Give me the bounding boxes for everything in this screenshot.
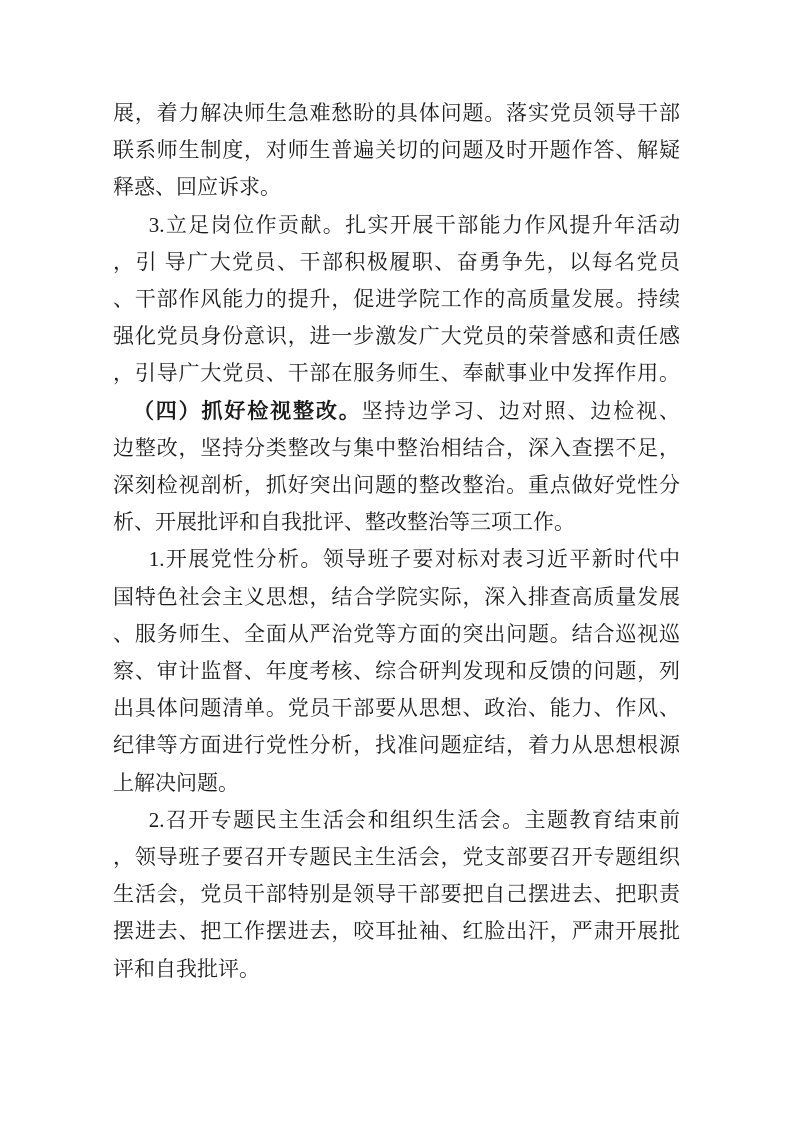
- text-line: 联系师生制度，对师生普遍关切的问题及时开题作答、解疑: [113, 138, 680, 163]
- text-line: ，引 导广大党员、干部积极履职、奋勇争先，以每名党员: [113, 249, 680, 274]
- text-line-paragraph-end: 释惑、回应诉求。: [113, 175, 281, 200]
- text-line: 边整改，坚持分类整改与集中整治相结合，深入查摆不足，: [113, 435, 680, 460]
- text-line-paragraph-start: [113, 393, 680, 430]
- text-line: 摆进去、把工作摆进去，咬耳扯袖、红脸出汗，严肃开展批: [113, 919, 680, 944]
- text-line: 、干部作风能力的提升，促进学院工作的高质量发展。持续: [113, 287, 680, 312]
- text-line-paragraph-end: 上解决问题。: [113, 770, 239, 795]
- text-line-paragraph-start: 2.召开专题民主生活会和组织生活会。主题教育结束前: [148, 807, 680, 832]
- text-line-paragraph-start: 1.开展党性分析。领导班子要对标对表习近平新时代中: [148, 547, 680, 572]
- text-line: 察、审计监督、年度考核、综合研判发现和反馈的问题，列: [113, 659, 680, 684]
- section-heading: （四）抓好检视整改。: [132, 398, 362, 423]
- text-line: 深刻检视剖析，抓好突出问题的整改整治。重点做好党性分: [113, 473, 680, 498]
- text-line: 纪律等方面进行党性分析，找准问题症结，着力从思想根源: [113, 733, 680, 758]
- text-line: 国特色社会主义思想，结合学院实际，深入排查高质量发展: [113, 584, 680, 609]
- text-line: 强化党员身份意识，进一步激发广大党员的荣誉感和责任感: [113, 324, 680, 349]
- text-line: 出具体问题清单。党员干部要从思想、政治、能力、作风、: [113, 696, 680, 721]
- text-line: ，领导班子要召开专题民主生活会，党支部要召开专题组织: [113, 845, 680, 870]
- text-line-paragraph-start: 3.立足岗位作贡献。扎实开展干部能力作风提升年活动: [148, 212, 680, 237]
- section-heading-rest: 坚持边学习、边对照、边检视、: [361, 398, 681, 423]
- text-line: 展，着力解决师生急难愁盼的具体问题。落实党员领导干部: [113, 101, 680, 125]
- text-line: 、服务师生、全面从严治党等方面的突出问题。结合巡视巡: [113, 621, 680, 646]
- text-line-paragraph-end: 评和自我批评。: [113, 956, 260, 981]
- text-line-paragraph-end: 析、开展批评和自我批评、整改整治等三项工作。: [113, 510, 575, 535]
- text-line-paragraph-end: ，引导广大党员、干部在服务师生、奉献事业中发挥作用。: [113, 361, 680, 386]
- document-body: [113, 95, 680, 988]
- text-line: 生活会，党员干部特别是领导干部要把自己摆进去、把职责: [113, 882, 680, 907]
